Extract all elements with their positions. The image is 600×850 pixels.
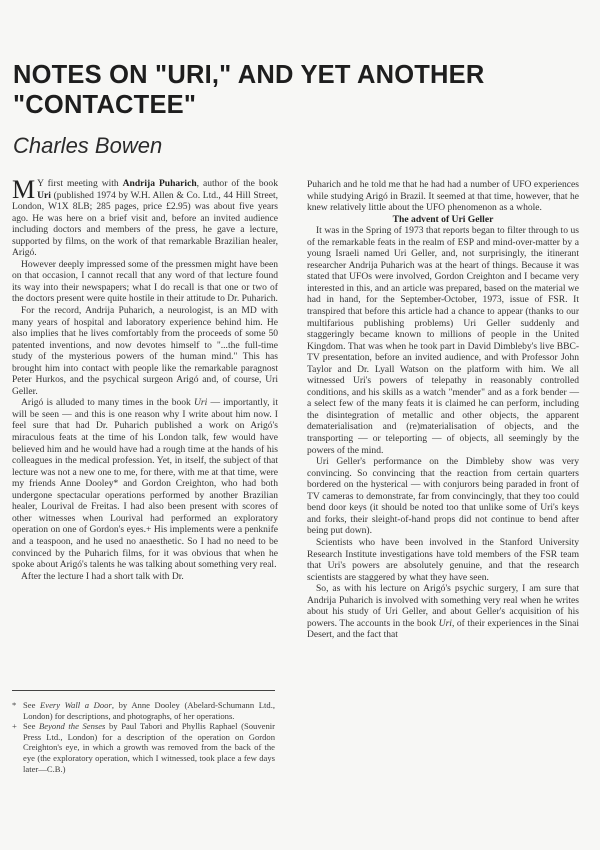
italic-book-title: Uri xyxy=(193,397,208,409)
text-run: (published 1974 by W.H. Allen & Co. Ltd., 44 Hill Street, London, W1X 8LB; 285 pages, price £2.95) was about five years ago. He was here on a brief visit and, before an invited audience including doctors and members of the press, he gave a lecture, supported by films, on the work of that remarkable Brazilian healer, Arigó. xyxy=(12,189,278,259)
italic-book-title: Uri xyxy=(438,617,452,629)
paragraph: For the record, Andrija Puharich, a neurologist, is an MD with many years of hospital and laboratory experience behind him. He also implies that he lives comfortably from the proceeds of some 50 patented inventions, and now devotes himself to "...the full-time study of the mysterious powers of the human mind." This has brought him into contact with people like the remarkable paragnost Peter Hurkos, and the psychical surgeon Arigó and, of course, Uri Geller. xyxy=(12,305,278,397)
article-title xyxy=(13,60,593,120)
text-run: Arigó is alluded to many times in the book xyxy=(21,397,194,409)
paragraph: Uri Geller's performance on the Dimbleby show was very convincing. So convincing that the reaction from certain quarters bordered on the hysterical — with conjurors being paraded in front of TV cameras to demonstrate, far from convincingly, that they too could bend door keys (it should be noted too that unlike some of Uri's keys and forks, their sleight-of-hand props did not continue to bend after being put down). xyxy=(307,456,579,537)
text-run: , author of the book xyxy=(196,178,278,189)
italic-book-title: Beyond the Senses xyxy=(39,721,106,732)
right-column xyxy=(307,179,579,641)
drop-cap: M xyxy=(12,175,36,204)
article-title-line-1: NOTES ON "URI," AND YET ANOTHER xyxy=(13,61,485,89)
text-run: So, as with his lecture on Arigó's psychic surgery, I am sure that Andrija Puharich is involved with something very real when he writes about his study of Uri Geller, and about Geller's acquisition of his powers. The accounts in the book xyxy=(307,583,579,629)
paragraph: After the lecture I had a short talk with Dr. xyxy=(21,570,184,582)
footnote-marker: + xyxy=(12,721,17,732)
paragraph: Scientists who have been involved in the Stanford University Research Institute investigations have told members of the FSR team that Uri's powers are absolutely genuine, and that the research scientists are staggered by what they have seen. xyxy=(307,536,579,583)
paragraph-intro xyxy=(12,175,278,259)
bold-name-puharich: Andrija Puharich xyxy=(122,178,197,189)
text-run: See xyxy=(23,721,40,732)
paragraph: However deeply impressed some of the pressmen might have been on that occasion, I cannot recall that any word of that lecture found its way into their newspapers; what I do recall is that one or two of the doctors present were quite hostile in their attitude to Dr. Puharich. xyxy=(12,258,278,305)
left-column xyxy=(12,175,278,582)
section-heading: The advent of Uri Geller xyxy=(392,213,494,225)
paragraph xyxy=(307,583,579,641)
italic-book-title: Every Wall a Door xyxy=(40,700,112,710)
footnote-asterisk xyxy=(12,700,275,721)
footnote-marker: * xyxy=(12,700,17,710)
footnote-plus xyxy=(12,721,275,774)
text-run: , by Anne Dooley (Abelard-Schumann Ltd., London) for descriptions, and photographs, of her operations. xyxy=(23,700,275,721)
text-run: by Paul Tabori and Phyllis Raphael (Souvenir Press Ltd., London) for a description of the operation on Gordon Creighton's eye, in which a growth was removed from the back of the eye (the exploratory operation, which I witnessed, took place a few days later—C.B.) xyxy=(23,721,275,774)
article-author: Charles Bowen xyxy=(13,133,163,158)
footnote-divider xyxy=(12,690,275,691)
text-run: , of their experiences in the Sinai Desert, and the fact that xyxy=(307,617,579,641)
paragraph: It was in the Spring of 1973 that reports began to filter through to us of the remarkable feats in the realm of ESP and mind-over-matter by a young Israeli named Uri Geller, and, not surprisingly, the itinerant researcher Andrija Puharich was at the heart of things. Because it was stated that UFOs were involved, Gordon Creighton and I became very interested in this, and an article was prepared, based on the material we had in hand, for the September-October, 1973, issue of FSR. It transpired that before this article had a chance to appear (thanks to our multifarious publishing problems) Uri Geller suddenly and staggeringly became known to millions of people in the United Kingdom. That was when he took part in David Dimbleby's live BBC-TV presentation, before an invited audience, and with Professor John Taylor and Dr. Lyall Watson on the platform with him. We all witnessed Uri's powers of telepathy in reasonably controlled conditions, and his skills as a watch "mender" and as a fork bender — a select few of the many feats it is claimed he can perform, including the disintegration of metallic and other objects, the apparent dematerialisation and (re)materialisation of objects, and the transporting — or teleporting — of objects, all seemingly by the powers of the mind. xyxy=(307,225,579,456)
footnotes xyxy=(12,700,275,774)
article-title-line-2: "CONTACTEE" xyxy=(13,91,197,119)
paragraph xyxy=(12,397,278,570)
text-run: See xyxy=(23,700,41,710)
paragraph: Puharich and he told me that he had had a number of UFO experiences while studying Arigó in Brazil. It seemed at that time, however, that he knew relatively little about the UFO phenomenon as a whole. xyxy=(307,179,579,214)
bold-book-title: Uri xyxy=(37,189,51,201)
text-run: — importantly, it will be seen — and this is one reason why I write about him now. I feel sure that had Dr. Puharich published a work on Arigó's miraculous feats at the time of his London talk, few would have believed him and he would have had a rough time at the hands of his colleagues in the medical profession. Yet, in itself, the subject of that lecture was not a new one to me, for there, with me at that time, were my friends Anne Dooley* and Gordon Creighton, who had both undergone spectacular operations performed by another Brazilian healer, Lourival de Freitas. I had also been present with scores of other witnesses when Lourival had performed an exploratory operation on one of Gordon's eyes.+ His implements were a penknife and a teaspoon, and he used no anaesthetic. So I had no need to be convinced by the Puharich films, for it was obvious that when he spoke about Arigó's talents he was talking about something very real. xyxy=(12,397,278,571)
text-run: Y first meeting with xyxy=(37,178,123,189)
